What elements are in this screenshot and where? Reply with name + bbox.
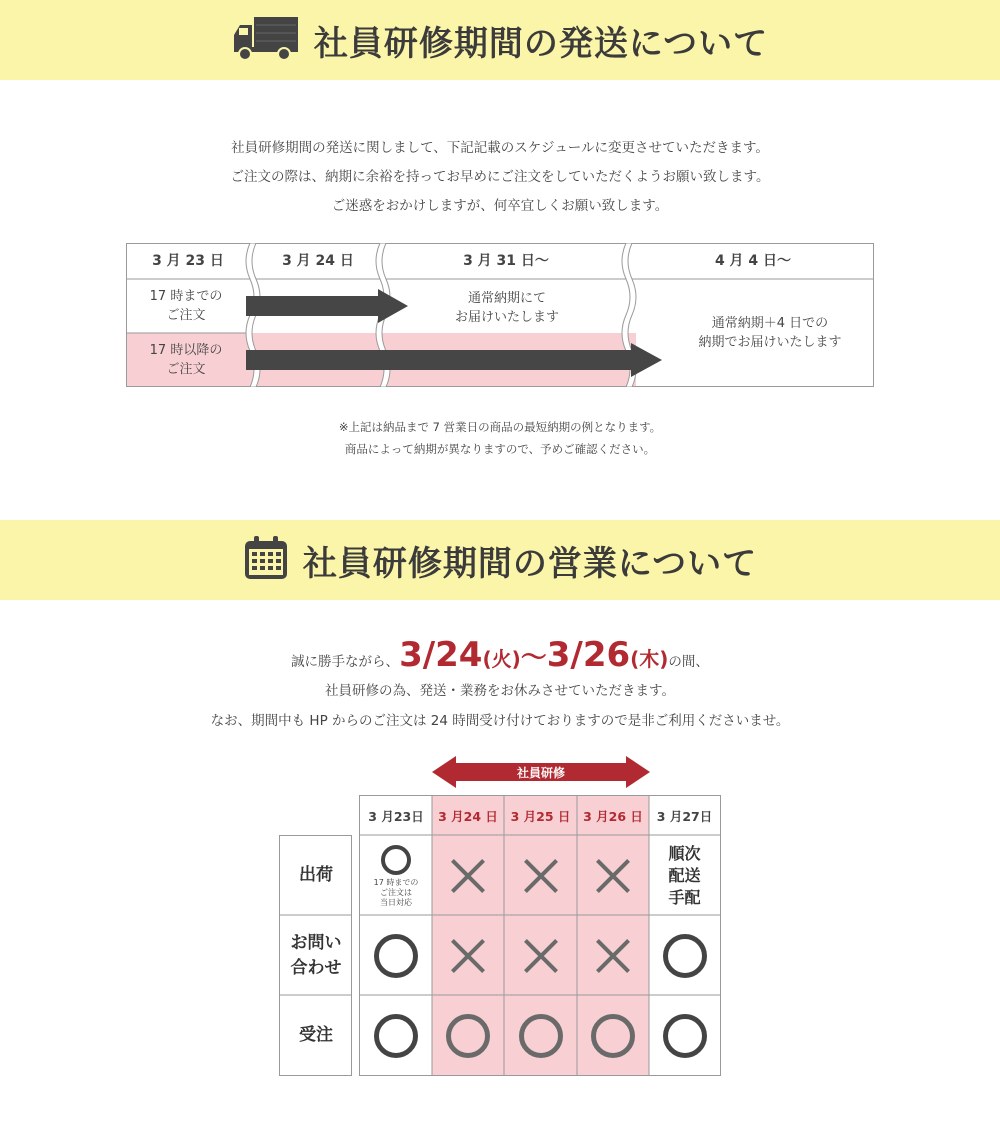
period-end-day: (木) bbox=[630, 647, 669, 671]
circle-mark bbox=[381, 845, 411, 875]
cell-shipping-0325 bbox=[504, 836, 577, 915]
cell-orders-0327 bbox=[649, 996, 720, 1075]
date-header-0326: 3 月26 日 bbox=[583, 808, 643, 824]
note-line: ※上記は納品まで 7 営業日の商品の最短納期の例となります。 bbox=[338, 420, 662, 434]
shipping-title: 社員研修期間の発送について bbox=[313, 23, 769, 64]
period-suffix: の間、 bbox=[668, 654, 709, 670]
intro-line: ご注文の際は、納期に余裕を持ってお早めにご注文をしていただくようお願い致します。 bbox=[230, 169, 770, 185]
closure-line: 社員研修の為、発送・業務をお休みさせていただきます。 bbox=[325, 683, 675, 699]
period-start-day: (火) bbox=[482, 647, 521, 671]
cell-orders-0323 bbox=[360, 996, 432, 1075]
cell-inquiry-0323 bbox=[360, 916, 432, 995]
intro-line: ご迷惑をおかけしますが、何卒宜しくお願い致します。 bbox=[331, 198, 669, 214]
normal-delivery-text: 通常納期にて お届けいたします bbox=[454, 291, 559, 325]
cell-orders-0326 bbox=[577, 996, 649, 1075]
period-tilde: 〜 bbox=[520, 643, 547, 673]
cell-shipping-0327 bbox=[649, 836, 720, 915]
cross-mark bbox=[523, 858, 559, 894]
circle-mark bbox=[663, 1014, 707, 1058]
circle-mark bbox=[591, 1014, 635, 1058]
circle-mark bbox=[519, 1014, 563, 1058]
date-header-0327: 3 月27日 bbox=[656, 808, 713, 824]
row-header-inquiry: お問い 合わせ bbox=[290, 932, 342, 978]
row-header-shipping: 出荷 bbox=[299, 865, 333, 885]
date-header-0323: 3 月23日 bbox=[368, 808, 424, 824]
schedule-header: 3 月 31 日〜 bbox=[463, 252, 549, 269]
cell-inquiry-0327 bbox=[649, 916, 720, 995]
row-header-orders: 受注 bbox=[299, 1025, 333, 1045]
cell-orders-0324 bbox=[432, 996, 504, 1075]
period-end: 3/26 bbox=[546, 635, 631, 675]
circle-mark bbox=[663, 934, 707, 978]
cell-inquiry-0326 bbox=[577, 916, 649, 995]
period-prefix: 誠に勝手ながら、 bbox=[291, 654, 400, 670]
intro-line: 社員研修期間の発送に関しまして、下記記載のスケジュールに変更させていただきます。 bbox=[231, 140, 769, 156]
cell-shipping-0326 bbox=[577, 836, 649, 915]
schedule-header: 3 月 23 日 bbox=[152, 252, 224, 269]
circle-mark bbox=[374, 934, 418, 978]
delayed-delivery-text: 通常納期＋4 日での 納期でお届けいたします bbox=[698, 316, 842, 350]
date-header-0324: 3 月24 日 bbox=[438, 808, 498, 824]
note-line: 商品によって納期が異なりますので、予めご確認ください。 bbox=[344, 442, 656, 456]
row-label-after-17: 17 時以降の ご注文 bbox=[149, 343, 223, 377]
circle-mark bbox=[446, 1014, 490, 1058]
cell-shipping-0323 bbox=[360, 836, 432, 915]
sequential-shipping-text: 順次 配送 手配 bbox=[668, 843, 701, 907]
cell-shipping-0324 bbox=[432, 836, 504, 915]
order-line: なお、期間中も HP からのご注文は 24 時間受け付けておりますので是非ご利用くださいませ。 bbox=[210, 713, 790, 729]
cell-inquiry-0325 bbox=[504, 916, 577, 995]
cell-orders-0325 bbox=[504, 996, 577, 1075]
cell-inquiry-0324 bbox=[432, 916, 504, 995]
cross-mark bbox=[523, 938, 559, 974]
training-arrow-label: 社員研修 bbox=[516, 765, 565, 780]
same-day-note: 17 時までの ご注文は 当日対応 bbox=[373, 878, 419, 907]
schedule-header: 4 月 4 日〜 bbox=[714, 252, 792, 269]
cross-mark bbox=[450, 938, 486, 974]
circle-mark bbox=[374, 1014, 418, 1058]
schedule-header: 3 月 24 日 bbox=[282, 252, 354, 269]
row-label-before-17: 17 時までの ご注文 bbox=[149, 289, 223, 323]
cross-mark bbox=[595, 858, 631, 894]
date-header-0325: 3 月25 日 bbox=[510, 808, 571, 824]
cross-mark bbox=[450, 858, 486, 894]
cross-mark bbox=[595, 938, 631, 974]
period-start: 3/24 bbox=[399, 635, 483, 675]
business-title: 社員研修期間の営業について bbox=[302, 543, 758, 584]
